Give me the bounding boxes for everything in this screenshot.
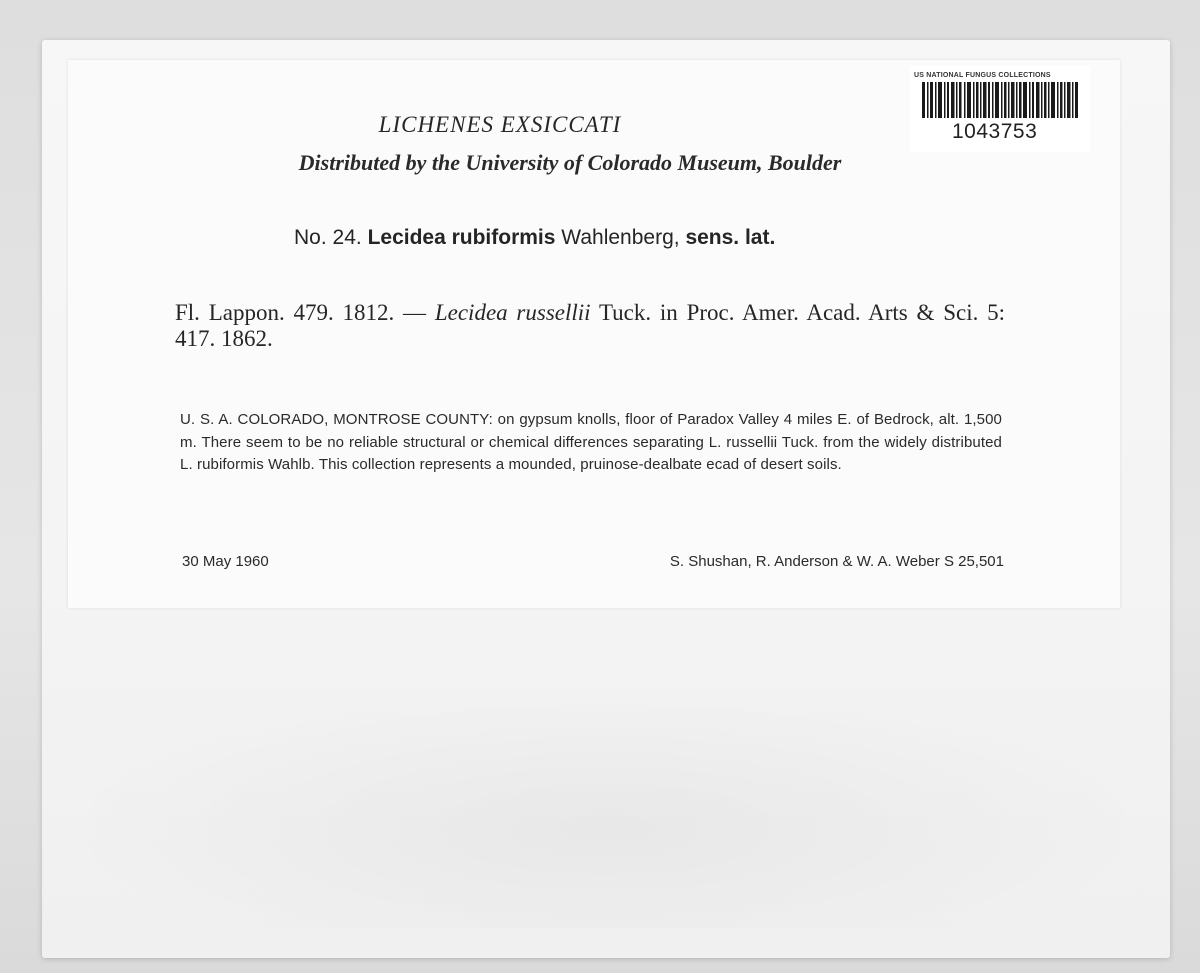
label-subtitle: Distributed by the University of Colorado Museum, Boulder — [298, 150, 842, 175]
species-number: No. 24. — [294, 226, 362, 249]
collection-date: 30 May 1960 — [182, 553, 269, 570]
species-name: Lecidea rubiformis — [367, 226, 556, 249]
citation — [175, 300, 1005, 352]
citation-prefix: Fl. Lappon. 479. 1812. — — [175, 300, 427, 325]
citation-suffix: Tuck. in Proc. Amer. Acad. Arts & Sci. 5: 417. 1862. — [175, 300, 1006, 351]
barcode-header: US NATIONAL FUNGUS COLLECTIONS — [914, 72, 1051, 79]
species-author: Wahlenberg, — [561, 226, 680, 249]
citation-synonym: Lecidea russellii — [434, 300, 591, 325]
species-qualifier: sens. lat. — [685, 226, 776, 249]
species-heading — [294, 226, 775, 250]
barcode-number: 1043753 — [952, 120, 1038, 143]
locality-description: U. S. A. COLORADO, MONTROSE COUNTY: on gypsum knolls, floor of Paradox Valley 4 miles E. of Bedrock, alt. 1,500 m. There seem to be no reliable structural or chemical differences separating L. russellii Tuck. from the widely distributed L. rubiformis Wahlb. This collection represents a mounded, pruinose-dealbate ecad of desert soils. — [180, 411, 1002, 473]
barcode-block — [910, 66, 1090, 152]
label-title: LICHENES EXSICCATI — [378, 112, 622, 137]
collectors: S. Shushan, R. Anderson & W. A. Weber S 25,501 — [669, 553, 1004, 570]
